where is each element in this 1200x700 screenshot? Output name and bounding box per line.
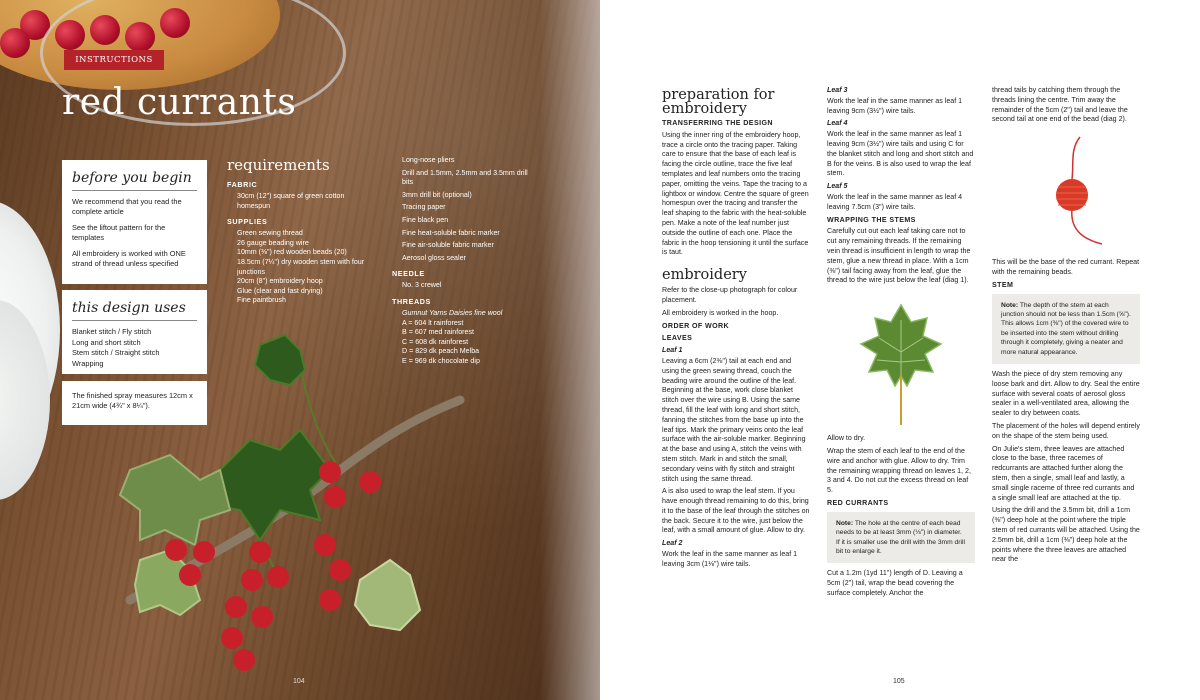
berry xyxy=(267,566,289,588)
paragraph: The placement of the holes will depend entirely on the shape of the stem being used. xyxy=(992,422,1140,440)
paragraph: Refer to the close-up photograph for colour placement. xyxy=(662,286,798,304)
paragraph: Allow to dry. xyxy=(827,434,866,443)
berry xyxy=(241,569,263,591)
subheading: WRAPPING THE STEMS xyxy=(827,215,916,224)
paragraph: Carefully cut out each leaf taking care not to cut any remaining threads. If the remaining vein thread is insufficient in length to wrap the stem, glue a new thread in place. With a 1cm (⅜") tail facing away from the leaf, glue the thread to the wire just below the leaf (diag 1). xyxy=(827,227,971,285)
leaf xyxy=(120,455,230,545)
berry xyxy=(251,606,273,628)
supply-item: 18.5cm (7¼") dry wooden stem with four junctions xyxy=(237,257,365,276)
page-title: red currants xyxy=(62,82,297,123)
note-box xyxy=(827,512,975,564)
berry xyxy=(221,627,243,649)
box-heading: before you begin xyxy=(72,170,197,191)
subheading: TRANSFERRING THE DESIGN xyxy=(662,119,773,127)
thread-tail xyxy=(1072,209,1102,244)
before-you-begin-box xyxy=(62,160,207,284)
box-heading: this design uses xyxy=(72,300,197,321)
column-3 xyxy=(992,86,1140,568)
note-label: Note: xyxy=(836,519,854,527)
leaf-heading: Leaf 3 xyxy=(827,86,848,94)
supply-item: Aerosol gloss sealer xyxy=(402,253,466,262)
berry xyxy=(179,564,201,586)
berry xyxy=(233,649,255,671)
thread-item: E = 969 dk chocolate dip xyxy=(402,356,480,365)
needle-item: No. 3 crewel xyxy=(402,281,442,290)
embroidery-heading: embroidery xyxy=(662,267,747,284)
supply-item: Fine paintbrush xyxy=(237,296,286,305)
stitch-line: Stem stitch / Straight stitch xyxy=(72,348,160,357)
thread-item: C = 608 dk rainforest xyxy=(402,337,469,346)
threads-brand: Gumnut Yarns Daisies fine wool xyxy=(402,308,503,317)
paragraph: This will be the base of the red currant. Repeat with the remaining beads. xyxy=(992,258,1140,276)
supply-item: 26 gauge beading wire xyxy=(237,238,309,247)
berry xyxy=(319,461,341,483)
threads-label: THREADS xyxy=(392,296,431,306)
right-page xyxy=(600,0,1200,700)
subheading: LEAVES xyxy=(662,334,693,343)
page-number-right: 105 xyxy=(893,678,905,685)
supply-item: Green sewing thread xyxy=(237,229,303,238)
supply-item: Glue (clear and fast drying) xyxy=(237,286,323,295)
berry xyxy=(324,486,346,508)
section-tag: INSTRUCTIONS xyxy=(64,50,164,70)
supply-item: Drill and 1.5mm, 2.5mm and 3.5mm drill bits xyxy=(402,168,528,187)
fabric-label: FABRIC xyxy=(227,180,258,189)
needle-label: NEEDLE xyxy=(392,269,425,279)
fabric-item: 30cm (12") square of green cotton homespun xyxy=(237,192,345,210)
column-1 xyxy=(662,88,810,573)
paragraph: Wash the piece of dry stem removing any loose bark and dirt. Allow to dry. Seal the entire surface with several coats of aerosol gloss sealer in a well-ventilated area, allowing the sealer to dry between coats. xyxy=(992,370,1140,418)
paragraph: Using the drill and the 3.5mm bit, drill a 1cm (⅜") deep hole at the point where the triple stem of red currants will be attached. Using the 2.5mm bit, drill a 1cm (⅜") deep hole at the points where the three leaves are attached near the xyxy=(992,506,1140,564)
box-paragraph: All embroidery is worked with ONE strand of thread unless specified xyxy=(72,249,186,268)
thread-item: B = 607 med rainforest xyxy=(402,328,474,337)
page-number-left: 104 xyxy=(293,678,305,685)
leaf-heading: Leaf 1 xyxy=(662,346,683,355)
paragraph: Work the leaf in the same manner as leaf 1 leaving 9cm (3½") wire tails and using C for the blanket stitch and long and short stitch and B for the veins. B is also used to wrap the leaf stem. xyxy=(827,130,974,178)
supply-item: Fine heat-soluble fabric marker xyxy=(402,228,500,237)
this-design-uses-box xyxy=(62,290,207,374)
column-2 xyxy=(827,86,975,602)
berry xyxy=(225,596,247,618)
leaf xyxy=(210,430,330,540)
subheading: STEM xyxy=(992,280,1014,289)
leaf xyxy=(355,560,420,630)
requirements-column-1 xyxy=(227,156,377,306)
box-paragraph: See the liftout pattern for the templates xyxy=(72,223,166,242)
stitch-line: Blanket stitch / Fly stitch xyxy=(72,327,152,336)
supply-item: 20cm (8") embroidery hoop xyxy=(237,277,323,286)
note-text: The depth of the stem at each junction should not be less than 1.5cm (⅝"). This allows 1cm (⅜") of the covered wire to be inserted into the stem without drilling through it completely, giving a neater and more natural appearance. xyxy=(1001,301,1131,356)
supply-item: 3mm drill bit (optional) xyxy=(402,190,472,199)
preparation-heading: preparation for embroidery xyxy=(662,87,775,117)
box-paragraph: We recommend that you read the complete article xyxy=(72,197,182,216)
leaf-heading: Leaf 4 xyxy=(827,119,848,128)
paragraph: Using the inner ring of the embroidery hoop, trace a circle onto the tracing paper. Taking care to ensure that the base of each leaf is facing the circle outline, trace the five leaf templates and leaf numbers onto the tracing paper, omitting the veins. Tape the tracing to a lightbox or window. Centre the square of green homespun over the tracing and transfer the leaf shaping to the fabric with the heat-soluble pen. Make a note of the leaf number just outside the outline of each one. Place the fabric in the hoop tensioning it until the surface is taut. xyxy=(662,130,809,257)
paragraph: Cut a 1.2m (1yd 11") length of D. Leaving a 5cm (2") tail, wrap the bead covering the surface completely. Anchor the xyxy=(827,569,963,597)
supply-item: Fine black pen xyxy=(402,215,449,224)
paragraph: A is also used to wrap the leaf stem. If you have enough thread remaining to do this, bring it to the base of the leaf through the stitches on the back. Secure it to the wire, just below the leaf, with a small amount of glue. Allow to dry. xyxy=(662,487,810,535)
paragraph: Work the leaf in the same manner as leaf 1 leaving 9cm (3½") wire tails. xyxy=(827,96,963,115)
paragraph: Wrap the stem of each leaf to the end of the wire and anchor with glue. Allow to dry. Trim the remaining wrapping thread on leaves 1, 2, 3 and 4. Do not cut the excess thread on leaf 5. xyxy=(827,446,971,495)
note-box xyxy=(992,294,1140,364)
requirements-column-2 xyxy=(392,156,537,367)
stitch-line: Long and short stitch xyxy=(72,337,141,347)
berry xyxy=(249,541,271,563)
leaf xyxy=(255,335,305,385)
berry xyxy=(329,559,351,581)
berry xyxy=(193,541,215,563)
berry xyxy=(165,539,187,561)
note-text: The hole at the centre of each bead needs to be at least 3mm (⅛") in diameter. If it is smaller use the drill with the 3mm drill bit to enlarge it. xyxy=(836,519,965,555)
paragraph: Work the leaf in the same manner as leaf 1 leaving 3cm (1⅛") wire tails. xyxy=(662,550,798,568)
diagram-1-leaf xyxy=(827,290,975,430)
paragraph: All embroidery is worked in the hoop. xyxy=(662,308,779,317)
wrapped-bead xyxy=(1056,179,1088,211)
note-label: Note: xyxy=(1001,301,1019,309)
supply-item: Tracing paper xyxy=(402,203,446,212)
thread-item: A = 604 lt rainforest xyxy=(402,318,464,327)
thread-item: D = 829 dk peach Melba xyxy=(402,347,480,356)
leaf-heading: Leaf 2 xyxy=(662,539,683,548)
diagram-2-bead xyxy=(992,129,1140,254)
supply-item: Long-nose pliers xyxy=(402,156,455,164)
paragraph: On Julie's stem, three leaves are attached close to the base, three racemes of redcurrants are attached further along the stem, then a single, small leaf and lastly, a small single raceme of three red currants and a single small leaf are attached at the tip. xyxy=(992,444,1135,502)
thread-tail xyxy=(1072,137,1080,179)
berry xyxy=(314,534,336,556)
subheading: ORDER OF WORK xyxy=(662,321,730,330)
berry xyxy=(319,589,341,611)
paragraph: thread tails by catching them through the threads lining the centre. Trim away the remainder of the 5cm (2") tail and leave the second tail at one end of the bead (diag 2). xyxy=(992,86,1128,124)
berry xyxy=(359,471,381,493)
finished-size-text: The finished spray measures 12cm x 21cm wide (4¾" x 8¼"). xyxy=(72,391,193,410)
paragraph: Leaving a 6cm (2⅜") tail at each end and using the green sewing thread, couch the beading wire around the outline of the leaf. Beginning at the base, work close blanket stitch over the wire using B. Using the same thread, fill the leaf with long and short stitch, fanning the stitches from the base up into the leaf tips. Mark the primary veins onto the leaf surface with the air-soluble marker. Beginning at the base and using A, stitch the veins with stem stitch. Mark in and stitch the small, secondary veins with fly stitch and straight stitch using the same thread. xyxy=(662,356,806,483)
finished-size-box xyxy=(62,381,207,425)
supply-item: Fine air-soluble fabric marker xyxy=(402,241,494,250)
requirements-heading: requirements xyxy=(227,156,330,174)
supplies-label: SUPPLIES xyxy=(227,217,268,227)
paragraph: Work the leaf in the same manner as leaf 4 leaving 7.5cm (3") wire tails. xyxy=(827,192,963,211)
stitch-line: Wrapping xyxy=(72,358,104,368)
supply-item: 10mm (⅜") red wooden beads (20) xyxy=(237,248,347,257)
subheading: RED CURRANTS xyxy=(827,498,889,507)
leaf-heading: Leaf 5 xyxy=(827,182,848,191)
